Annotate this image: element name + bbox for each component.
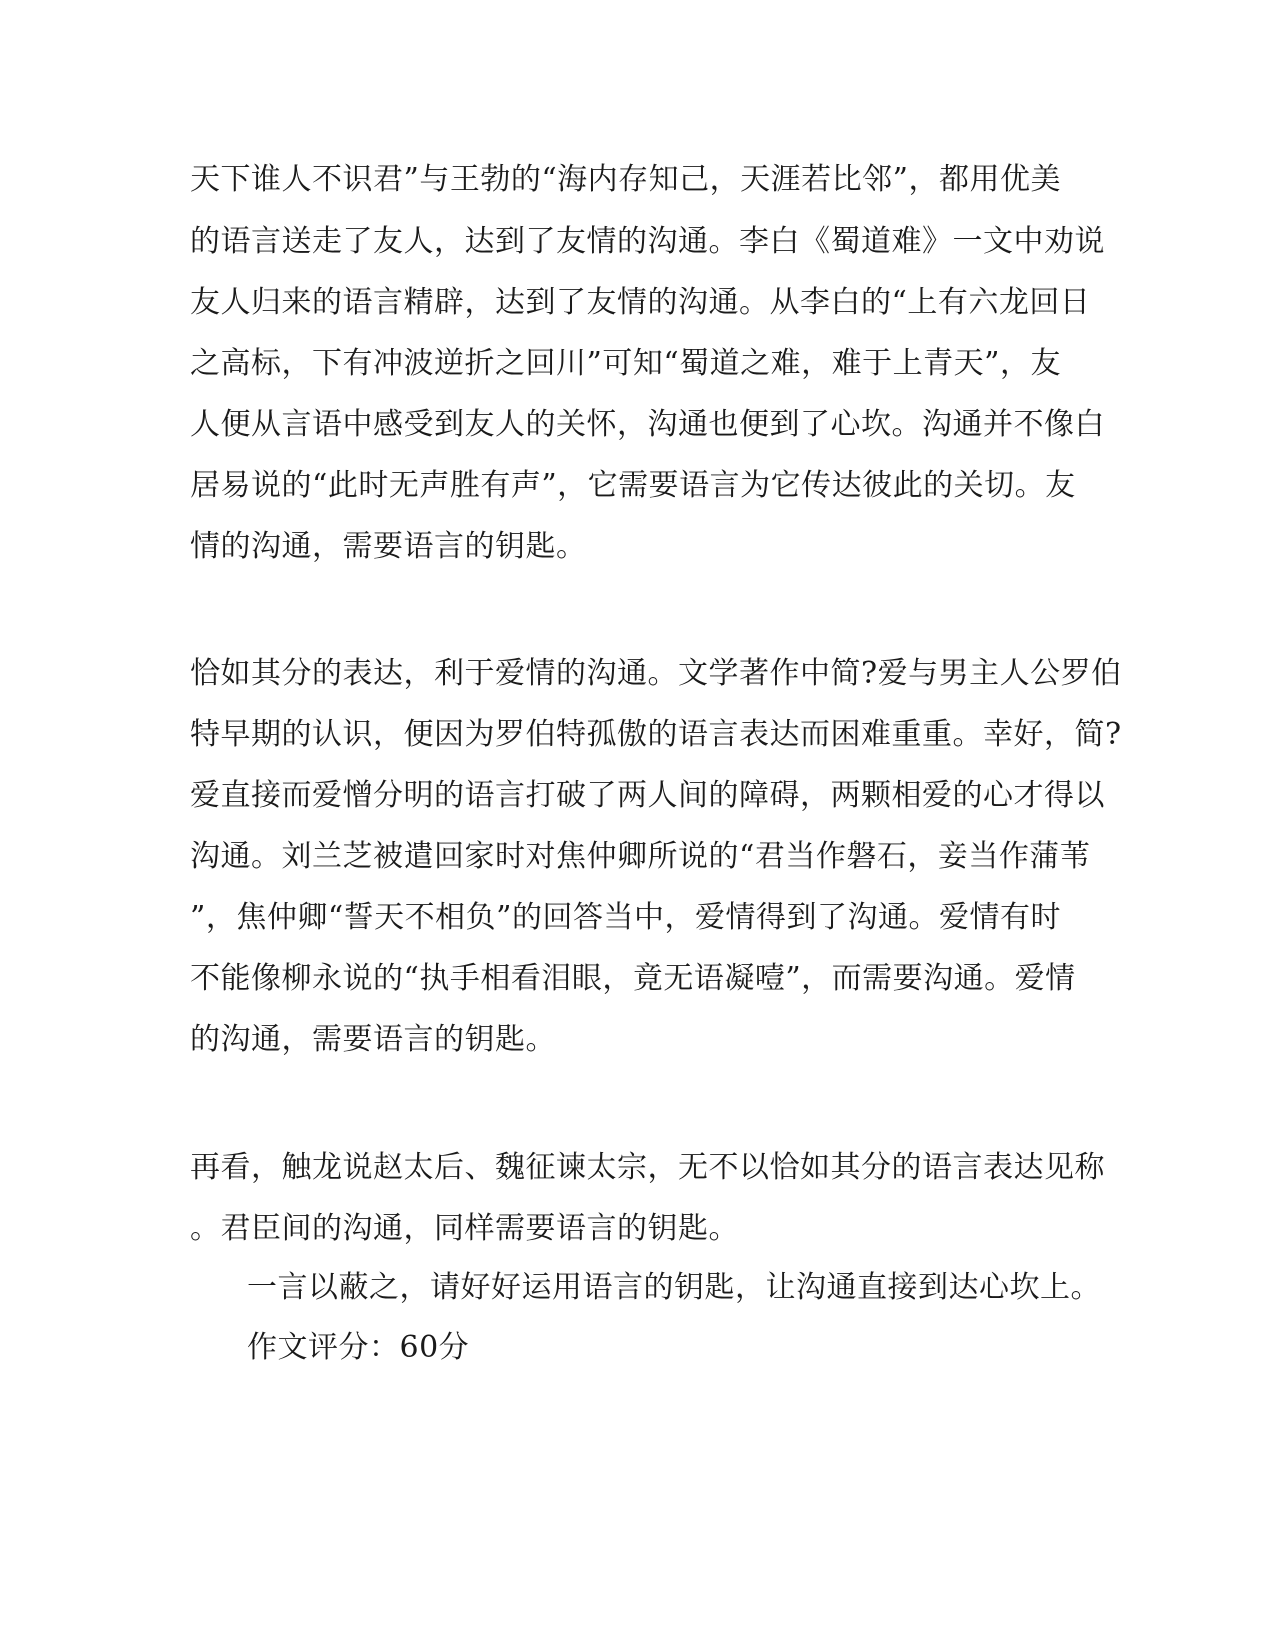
paragraph-1-line-5: 人便从言语中感受到友人的关怀，沟通也便到了心坎。沟通并不像白 [190, 407, 1105, 442]
paragraph-1-line-1: 天下谁人不识君”与王勃的“海内存知己，天涯若比邻”，都用优美 [190, 162, 1062, 197]
paragraph-2-line-5: ”，焦仲卿“誓天不相负”的回答当中，爱情得到了沟通。爱情有时 [190, 900, 1062, 935]
paragraph-3-line-1: 再看，触龙说赵太后、魏征谏太宗，无不以恰如其分的语言表达见称 [190, 1150, 1105, 1185]
paragraph-2-line-3: 爱直接而爱憎分明的语言打破了两人间的障碍，两颗相爱的心才得以 [190, 778, 1105, 813]
paragraph-2-line-7: 的沟通，需要语言的钥匙。 [190, 1022, 556, 1057]
paragraph-1-line-7: 情的沟通，需要语言的钥匙。 [190, 529, 587, 564]
paragraph-1-line-6: 居易说的“此时无声胜有声”，它需要语言为它传达彼此的关切。友 [190, 468, 1076, 503]
paragraph-2-line-4: 沟通。刘兰芝被遣回家时对焦仲卿所说的“君当作磐石，妾当作蒲苇 [190, 839, 1091, 874]
paragraph-2-line-6: 不能像柳永说的“执手相看泪眼，竟无语凝噎”，而需要沟通。爱情 [190, 961, 1076, 996]
paragraph-1-line-3: 友人归来的语言精辟，达到了友情的沟通。从李白的“上有六龙回日 [190, 285, 1091, 320]
paragraph-2-line-2: 特早期的认识，便因为罗伯特孤傲的语言表达而困难重重。幸好，简? [190, 717, 1122, 752]
paragraph-1-line-2: 的语言送走了友人，达到了友情的沟通。李白《蜀道难》一文中劝说 [190, 224, 1105, 259]
paragraph-2-line-1: 恰如其分的表达，利于爱情的沟通。文学著作中简?爱与男主人公罗伯 [190, 656, 1122, 691]
conclusion-line: 一言以蔽之，请好好运用语言的钥匙，让沟通直接到达心坎上。 [247, 1270, 1101, 1305]
paragraph-3-line-2: 。君臣间的沟通，同样需要语言的钥匙。 [190, 1211, 739, 1246]
paragraph-1-line-4: 之高标，下有冲波逆折之回川”可知“蜀道之难，难于上青天”，友 [190, 346, 1062, 381]
essay-score: 作文评分：60分 [247, 1330, 470, 1365]
